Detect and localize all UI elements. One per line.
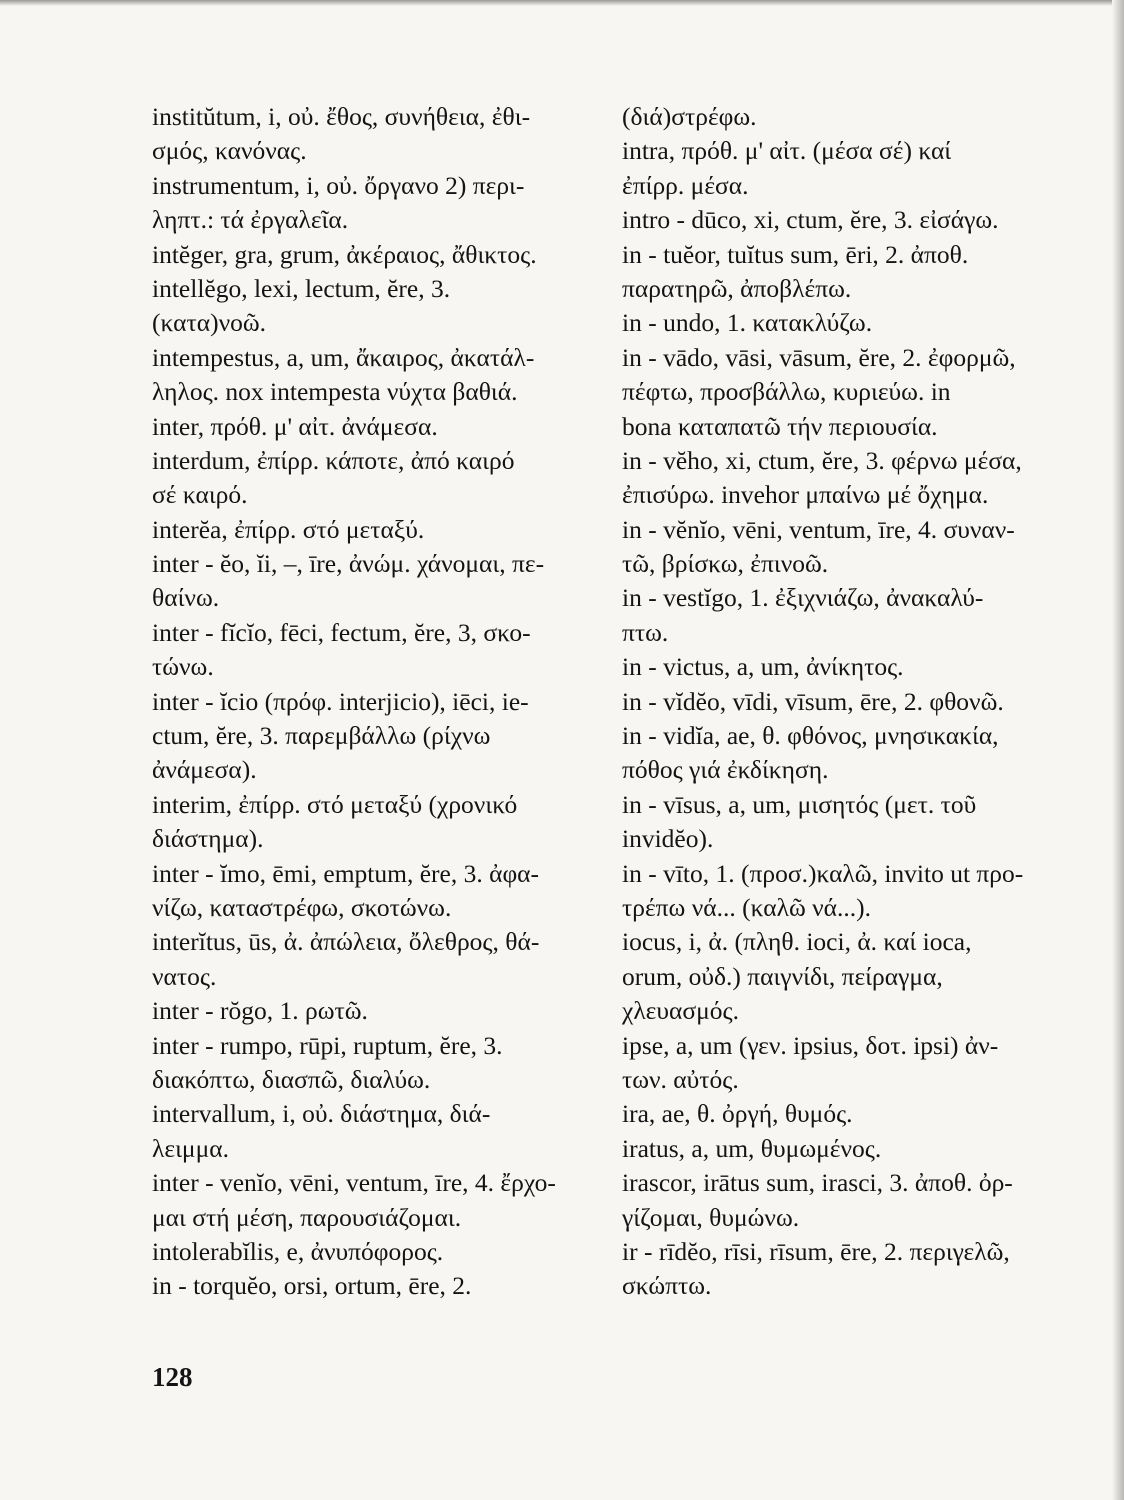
dictionary-line: interĭtus, ūs, ἀ. ἀπώλεια, ὄλεθρος, θά- (152, 927, 540, 957)
dictionary-line: bona καταπατῶ τήν περιουσία. (622, 411, 938, 441)
dictionary-line: iratus, a, um, θυμωμένος. (622, 1133, 882, 1163)
dictionary-line: instrumentum, i, οὐ. ὄργανο 2) περι- (152, 170, 525, 200)
dictionary-line: διακόπτω, διασπῶ, διαλύω. (152, 1064, 431, 1094)
dictionary-line: (κατα)νοῶ. (152, 308, 267, 338)
dictionary-line: ληλος. nox intempesta νύχτα βαθιά. (152, 377, 518, 407)
dictionary-line: in - vīto, 1. (προσ.)καλῶ, invito ut προ- (622, 858, 1024, 888)
dictionary-line: (διά)στρέφω. (622, 102, 757, 131)
dictionary-line: interĕa, ἐπίρρ. στό μεταξύ. (152, 514, 425, 544)
dictionary-line: inter - rŏgo, 1. ρωτῶ. (152, 996, 368, 1026)
dictionary-line: ctum, ĕre, 3. παρεμβάλλω (ρίχνω (152, 721, 491, 751)
dictionary-line: intolerabĭlis, e, ἀνυπόφορος. (152, 1236, 444, 1266)
dictionary-line: τῶ, βρίσκω, ἐπινοῶ. (622, 549, 829, 579)
dictionary-line: inter - ĕo, ĭi, –, īre, ἀνώμ. χάνομαι, πε- (152, 549, 545, 579)
dictionary-line: intra, πρόθ. μ' αἰτ. (μέσα σέ) καί (622, 136, 952, 166)
dictionary-line: intĕger, gra, grum, ἀκέραιος, ἄθικτος. (152, 239, 537, 269)
dictionary-line: in - victus, a, um, ἀνίκητος. (622, 652, 904, 682)
dictionary-line: ipse, a, um (γεν. ipsius, δοτ. ipsi) ἀν- (622, 1030, 999, 1060)
dictionary-line: in - vidĭa, ae, θ. φθόνος, μνησικακία, (622, 721, 999, 751)
dictionary-line: intellĕgo, lexi, lectum, ĕre, 3. (152, 273, 451, 303)
dictionary-line: πέφτω, προσβάλλω, κυριεύω. in (622, 377, 951, 407)
left-column (152, 100, 590, 1304)
dictionary-line: interdum, ἐπίρρ. κάποτε, ἀπό καιρό (152, 445, 515, 475)
dictionary-line: in - undo, 1. κατακλύζω. (622, 308, 873, 338)
dictionary-line: λειμμα. (152, 1133, 230, 1163)
dictionary-line: τρέπω νά... (καλῶ νά...). (622, 892, 871, 922)
dictionary-line: orum, οὐδ.) παιγνίδι, πείραγμα, (622, 961, 943, 991)
dictionary-line: interim, ἐπίρρ. στό μεταξύ (χρονικό (152, 789, 518, 819)
right-column (622, 100, 1088, 1304)
dictionary-line: inter - rumpo, rūpi, ruptum, ĕre, 3. (152, 1030, 503, 1060)
dictionary-line: in - vestĭgo, 1. ἐξιχνιάζω, ἀνακαλύ- (622, 583, 984, 613)
dictionary-line: inter - ĭcio (πρόφ. interjicio), iēci, ie- (152, 686, 529, 716)
dictionary-line: παρατηρῶ, ἀποβλέπω. (622, 273, 852, 303)
dictionary-line: inter - venĭo, vēni, ventum, īre, 4. ἔρχο- (152, 1168, 556, 1198)
scan-right-edge (1112, 0, 1124, 1500)
dictionary-line: invidĕo). (622, 824, 714, 854)
dictionary-line: ira, ae, θ. ὀργή, θυμός. (622, 1099, 853, 1129)
dictionary-line: νίζω, καταστρέφω, σκοτώνω. (152, 892, 452, 922)
dictionary-line: irascor, irātus sum, irasci, 3. ἀποθ. ὀρ- (622, 1168, 1013, 1198)
dictionary-line: in - vĕnĭo, vēni, ventum, īre, 4. συναν- (622, 514, 1015, 544)
dictionary-line: ἐπισύρω. invehor μπαίνω μέ ὄχημα. (622, 480, 989, 510)
dictionary-line: in - tuĕor, tuĭtus sum, ēri, 2. ἀποθ. (622, 239, 969, 269)
dictionary-line: inter, πρόθ. μ' αἰτ. ἀνάμεσα. (152, 411, 438, 441)
dictionary-line: μαι στή μέση, παρουσιάζομαι. (152, 1202, 462, 1232)
dictionary-line: intervallum, i, οὐ. διάστημα, διά- (152, 1099, 491, 1129)
dictionary-line: θαίνω. (152, 583, 220, 613)
dictionary-line: τώνω. (152, 652, 214, 682)
dictionary-line: χλευασμός. (622, 996, 740, 1026)
dictionary-line: in - vīsus, a, um, μισητός (μετ. τοῦ (622, 789, 977, 819)
page-number: 128 (152, 1362, 193, 1392)
dictionary-line: inter - fĭcĭo, fēci, fectum, ĕre, 3, σκο- (152, 617, 531, 647)
dictionary-line: ir - rīdĕo, rīsi, rīsum, ēre, 2. περιγελῶ, (622, 1236, 1010, 1266)
dictionary-line: iocus, i, ἀ. (πληθ. ioci, ἀ. καί ioca, (622, 927, 972, 957)
dictionary-line: νατος. (152, 961, 217, 991)
dictionary-line: γίζομαι, θυμώνω. (622, 1202, 800, 1232)
dictionary-line: σκώπτω. (622, 1271, 712, 1301)
dictionary-line: πτω. (622, 617, 669, 647)
dictionary-line: in - vĭdĕo, vīdi, vīsum, ēre, 2. φθονῶ. (622, 686, 1004, 716)
dictionary-line: intro - dūco, xi, ctum, ĕre, 3. εἰσάγω. (622, 205, 999, 235)
dictionary-line: των. αὐτός. (622, 1064, 739, 1094)
dictionary-line: inter - ĭmo, ēmi, emptum, ĕre, 3. ἀφα- (152, 858, 540, 888)
dictionary-line: in - vādo, vāsi, vāsum, ĕre, 2. ἐφορμῶ, (622, 342, 1016, 372)
dictionary-line: in - vĕho, xi, ctum, ĕre, 3. φέρνω μέσα, (622, 445, 1022, 475)
dictionary-line: διάστημα). (152, 824, 264, 854)
scan-top-edge (0, 0, 1124, 6)
dictionary-line: institŭtum, i, οὐ. ἔθος, συνήθεια, ἐθι- (152, 102, 531, 131)
dictionary-line: ληπτ.: τά ἐργαλεῖα. (152, 205, 349, 235)
dictionary-line: πόθος γιά ἐκδίκηση. (622, 755, 829, 785)
dictionary-line: σμός, κανόνας. (152, 136, 307, 166)
dictionary-line: ἀνάμεσα). (152, 755, 257, 785)
dictionary-line: σέ καιρό. (152, 480, 248, 510)
dictionary-line: intempestus, a, um, ἄκαιρος, ἀκατάλ- (152, 342, 535, 372)
dictionary-line: ἐπίρρ. μέσα. (622, 170, 749, 200)
dictionary-line: in - torquĕo, orsi, ortum, ēre, 2. (152, 1271, 472, 1301)
